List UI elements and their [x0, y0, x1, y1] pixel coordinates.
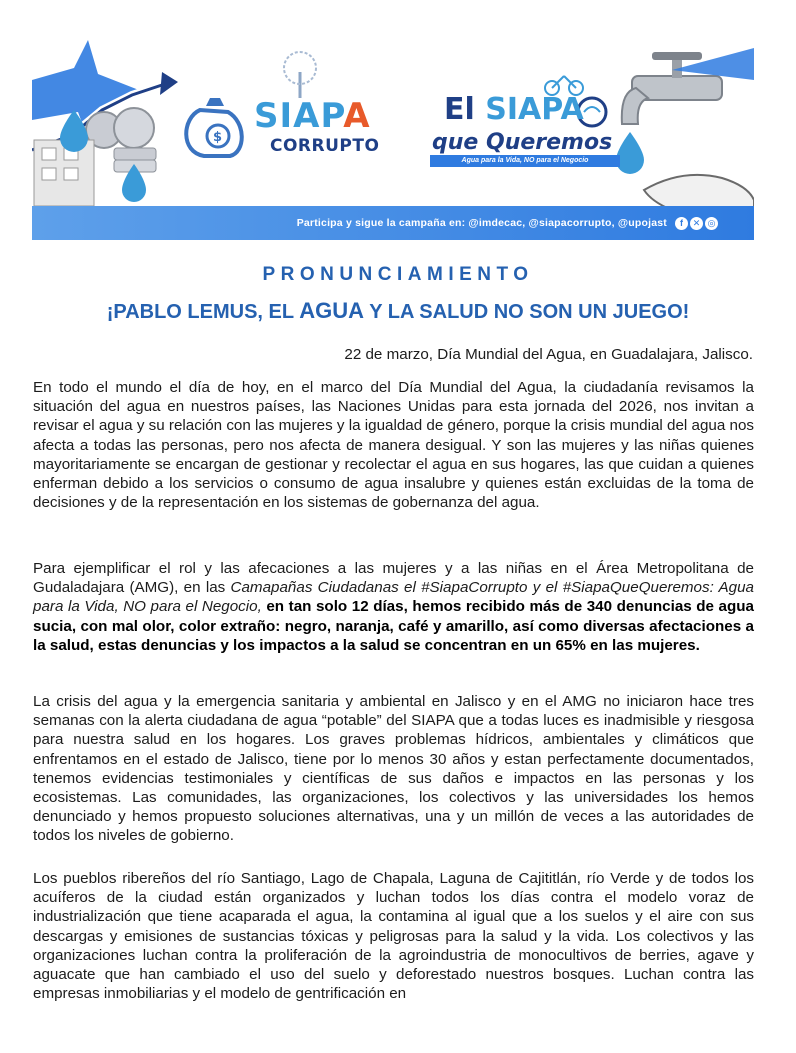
logo-queremos-text: que Queremos [432, 130, 613, 155]
paragraph-2-intro: Para ejemplificar el rol y las afecaciones a las mujeres y a las niñas en el Área Metropolitana de Gudaladajara (AMG), en las [33, 560, 754, 597]
paragraph-2 [33, 559, 754, 655]
instagram-icon[interactable]: ◎ [705, 217, 718, 230]
water-drop-icon [616, 132, 644, 174]
campaign-banner [32, 40, 754, 240]
logo-siapa-text: SIAPA [254, 96, 371, 136]
banner-illustration [32, 40, 754, 210]
siapa-corrupto-logo-main [254, 96, 371, 136]
paragraph-2-campaigns: Camapañas Ciudadanas el #SiapaCorrupto y el #SiapaQueQueremos: Agua para la Vida, NO para el Negocio, [33, 579, 754, 616]
paragraph-2-emphasis: en tan solo 12 días, hemos recibido más de 340 denuncias de agua sucia, con mal olor, color extraño: negro, naranja, café y amarillo, así como diversas afectaciones a la salud, estas denuncias y los impactos a la salud se concentran en un 65% en las mujeres. [33, 598, 754, 654]
facebook-icon[interactable]: f [675, 217, 688, 230]
siapa-corrupto-logo-sub: CORRUPTO [270, 136, 380, 156]
hand-icon [644, 175, 754, 210]
paragraph-1: En todo el mundo el día de hoy, en el marco del Día Mundial del Agua, la ciudadanía revisamos la situación del agua en nuestros países, las Naciones Unidas para esta jornada del 2026, nos invitan a revisar el agua y su relación con las mujeres y la igualdad de género, porque la crisis mundial del agua nos afecta a todas las personas, pero nos afecta de manera desigual. Y son las mujeres y las niñas quienes mayoritariamente se encargan de gestionar y recolectar el agua en sus hogares, las que cuidan a quienes enferman debido a los servicios o consumo de agua insalubre y quienes están excluidas de la toma de decisiones y de la representación en los sistemas de gobernanza del agua. [33, 379, 754, 512]
svg-text:$: $ [213, 130, 223, 145]
coin-stack-icon [86, 108, 156, 172]
social-icons [675, 217, 718, 230]
paragraph-3: La crisis del agua y la emergencia sanitaria y ambiental en Jalisco y en el AMG no iniciaron hace tres semanas con la alerta ciudadana de agua “potable” del SIAPA que a todas luces es inadmisible y riesgosa para nuestra salud en los hogares. Los graves problemas hídricos, ambientales y climáticos que enfrentamos en el estado de Jalisco, tiene por lo menos 30 años y estan perfectamente documentados, tenemos evidencias testimoniales y científicas de sus daños e impactos en las personas y los ecosistemas. Las comunidades, las organizaciones, los colectivos y las universidades los hemos denunciado y hemos propuesto soluciones alternativas, una y un millón de veces a las autoridades de todos los niveles de gobierno. [33, 693, 754, 845]
campaign-bar [32, 206, 754, 240]
tree-icon [284, 52, 316, 98]
logo-tagline: Agua para la Vida, NO para el Negocio [430, 155, 620, 167]
document-title: PRONUNCIAMIENTO [262, 264, 534, 285]
logo-siapa-accent-letter: A [343, 96, 371, 136]
campaign-text: Participa y sigue la campaña en: @imdecac, @siapacorrupto, @upojast [296, 217, 667, 229]
x-icon[interactable]: ✕ [690, 217, 703, 230]
logo-siapa2-text: SIAPA [485, 92, 584, 127]
subtitle-part-a: ¡PABLO LEMUS, EL [106, 301, 300, 323]
paragraph-4: Los pueblos ribereños del río Santiago, Lago de Chapala, Laguna de Cajititlán, río Verde y de todos los acuíferos de la ciudad están organizados y luchan todos los días contra el modelo voraz de industrialización que tiene acaparada el agua, la contamina al igual que a los suelos y el aire con sus descargas y emisiones de sustancias tóxicas y peligrosas para la salud y la vida. Los colectivos y las organizaciones luchan contra la proliferación de la agroindustria de monocultivos de berries, agave y aguacate que han cambiado el uso del suelo y deforestado nuestros bosques. Luchan contra las empresas inmobiliarias y el modelo de gentrificación en [33, 870, 754, 1003]
logo-el-text: El [444, 92, 475, 127]
subtitle-part-c: Y LA SALUD NO SON UN JUEGO! [364, 301, 690, 323]
el-siapa-logo [444, 92, 584, 127]
dateline: 22 de marzo, Día Mundial del Agua, en Guadalajara, Jalisco. [344, 346, 753, 363]
subtitle-part-b: AGUA [299, 298, 365, 323]
money-bag-icon [186, 98, 242, 156]
building-icon [34, 140, 94, 206]
document-subtitle [0, 298, 796, 324]
